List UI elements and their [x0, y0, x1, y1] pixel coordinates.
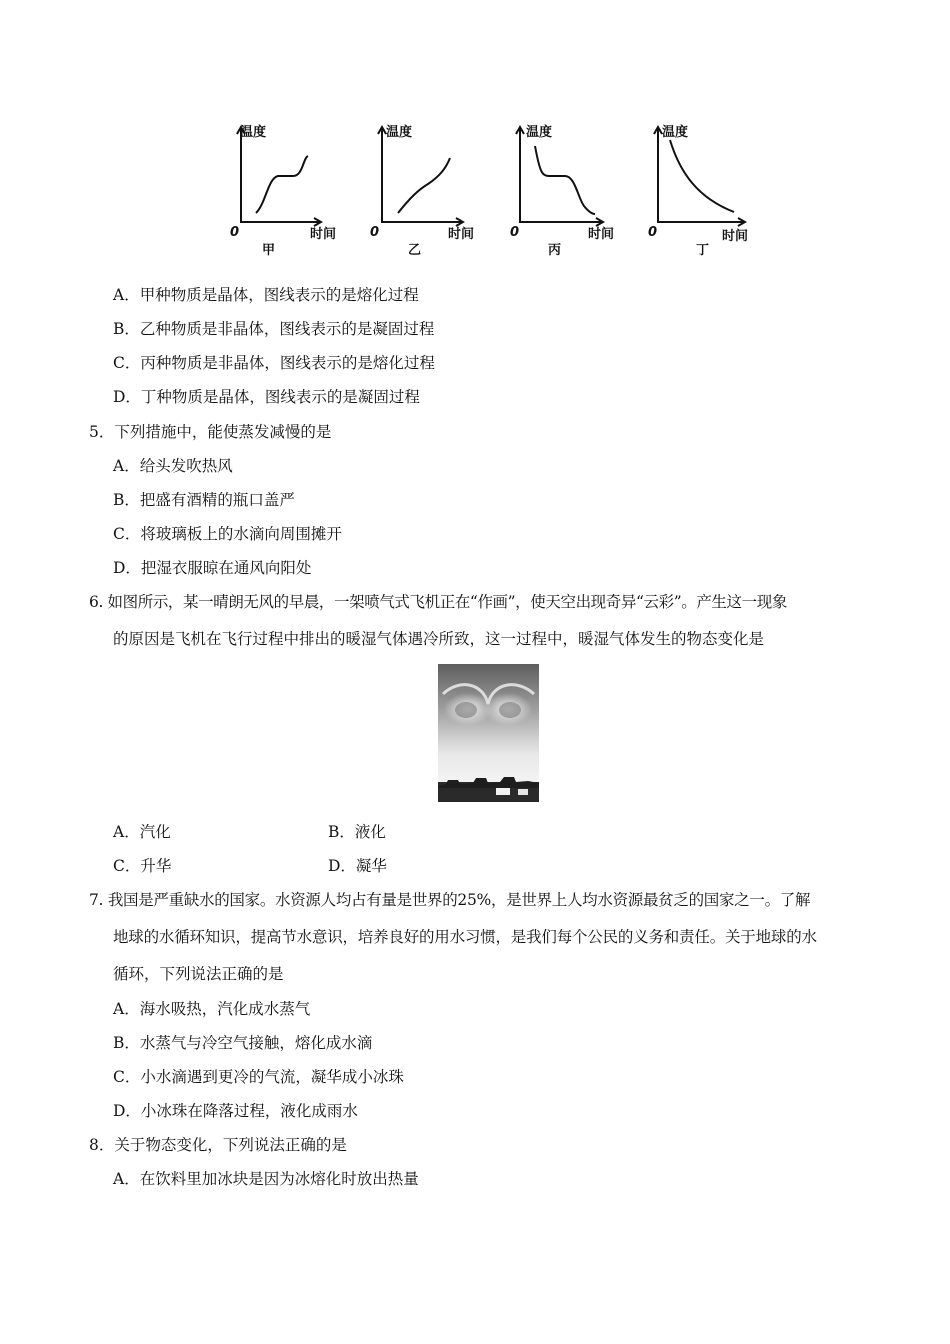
photo-building-light — [496, 788, 510, 795]
q5-option-c: C．将玻璃板上的水滴向周围摊开 — [113, 525, 342, 543]
y-axis-label: 温度 — [526, 125, 553, 140]
contrail-center-left — [455, 702, 477, 718]
q7-option-c: C．小水滴遇到更冷的气流，凝华成小冰珠 — [113, 1068, 404, 1086]
photo-sky — [438, 664, 539, 784]
curve-ding — [670, 140, 734, 212]
q7-stem-line3: 循环，下列说法正确的是 — [113, 965, 284, 983]
curve-yi — [398, 158, 450, 213]
graph-jia — [228, 118, 353, 268]
q7-stem-line2: 地球的水循环知识，提高节水意识，培养良好的用水习惯，是我们每个公民的义务和责任。关于地球的水 — [113, 928, 817, 946]
x-axis-label: 时间 — [722, 229, 749, 244]
graph-bing — [510, 118, 635, 268]
q4-option-d: D．丁种物质是晶体，图线表示的是凝固过程 — [113, 388, 420, 406]
photo-building-light — [518, 789, 528, 795]
q6-option-b: B．液化 — [328, 823, 386, 841]
origin-label: 0 — [510, 225, 520, 240]
sky-contrail-photo — [438, 664, 539, 802]
temperature-time-graphs — [228, 118, 758, 268]
q8-option-a: A．在饮料里加冰块是因为冰熔化时放出热量 — [113, 1170, 419, 1188]
q6-stem-line2: 的原因是飞机在飞行过程中排出的暖湿气体遇冷所致，这一过程中，暖湿气体发生的物态变化是 — [113, 630, 765, 648]
y-axis-label: 温度 — [240, 125, 267, 140]
q5-option-d: D．把湿衣服晾在通风向阳处 — [113, 559, 312, 577]
q7-stem-line1: 7. 我国是严重缺水的国家。水资源人均占有量是世界的25%，是世界上人均水资源最贫乏的国家之一。了解 — [89, 891, 811, 909]
q5-option-a: A．给头发吹热风 — [113, 457, 233, 475]
curve-bing — [535, 146, 595, 214]
q7-option-d: D．小冰珠在降落过程，液化成雨水 — [113, 1102, 358, 1120]
panel-label: 乙 — [408, 243, 422, 258]
q6-option-a: A．汽化 — [113, 823, 171, 841]
x-axis-label: 时间 — [588, 227, 615, 242]
panel-label: 甲 — [262, 243, 276, 258]
q5-option-b: B．把盛有酒精的瓶口盖严 — [113, 491, 295, 509]
q8-stem: 8．关于物态变化，下列说法正确的是 — [89, 1136, 347, 1154]
axes — [382, 128, 462, 222]
q7-option-a: A．海水吸热，汽化成水蒸气 — [113, 1000, 311, 1018]
q6-option-c: C．升华 — [113, 857, 172, 875]
q4-option-b: B．乙种物质是非晶体，图线表示的是凝固过程 — [113, 320, 435, 338]
origin-label: 0 — [230, 225, 240, 240]
q4-option-c: C．丙种物质是非晶体，图线表示的是熔化过程 — [113, 354, 435, 372]
q4-option-a: A．甲种物质是晶体，图线表示的是熔化过程 — [113, 286, 419, 304]
panel-label: 丙 — [548, 243, 562, 258]
axis-arrows — [378, 127, 463, 226]
q5-stem: 5．下列措施中，能使蒸发减慢的是 — [89, 423, 332, 441]
y-axis-label: 温度 — [386, 125, 413, 140]
q6-stem-line1: 6. 如图所示，某一晴朗无风的早晨，一架喷气式飞机正在“作画”，使天空出现奇异“云彩”。产生这一现象 — [89, 593, 787, 611]
origin-label: 0 — [648, 225, 658, 240]
contrail-center-right — [499, 702, 521, 718]
q7-option-b: B．水蒸气与冷空气接触，熔化成水滴 — [113, 1034, 373, 1052]
graph-yi — [370, 118, 495, 268]
q6-option-d: D．凝华 — [328, 857, 387, 875]
panel-label: 丁 — [696, 243, 710, 258]
origin-label: 0 — [370, 225, 380, 240]
x-axis-label: 时间 — [310, 227, 337, 242]
curve-jia — [256, 156, 308, 213]
x-axis-label: 时间 — [448, 227, 475, 242]
y-axis-label: 温度 — [662, 125, 689, 140]
graph-ding — [648, 118, 773, 268]
